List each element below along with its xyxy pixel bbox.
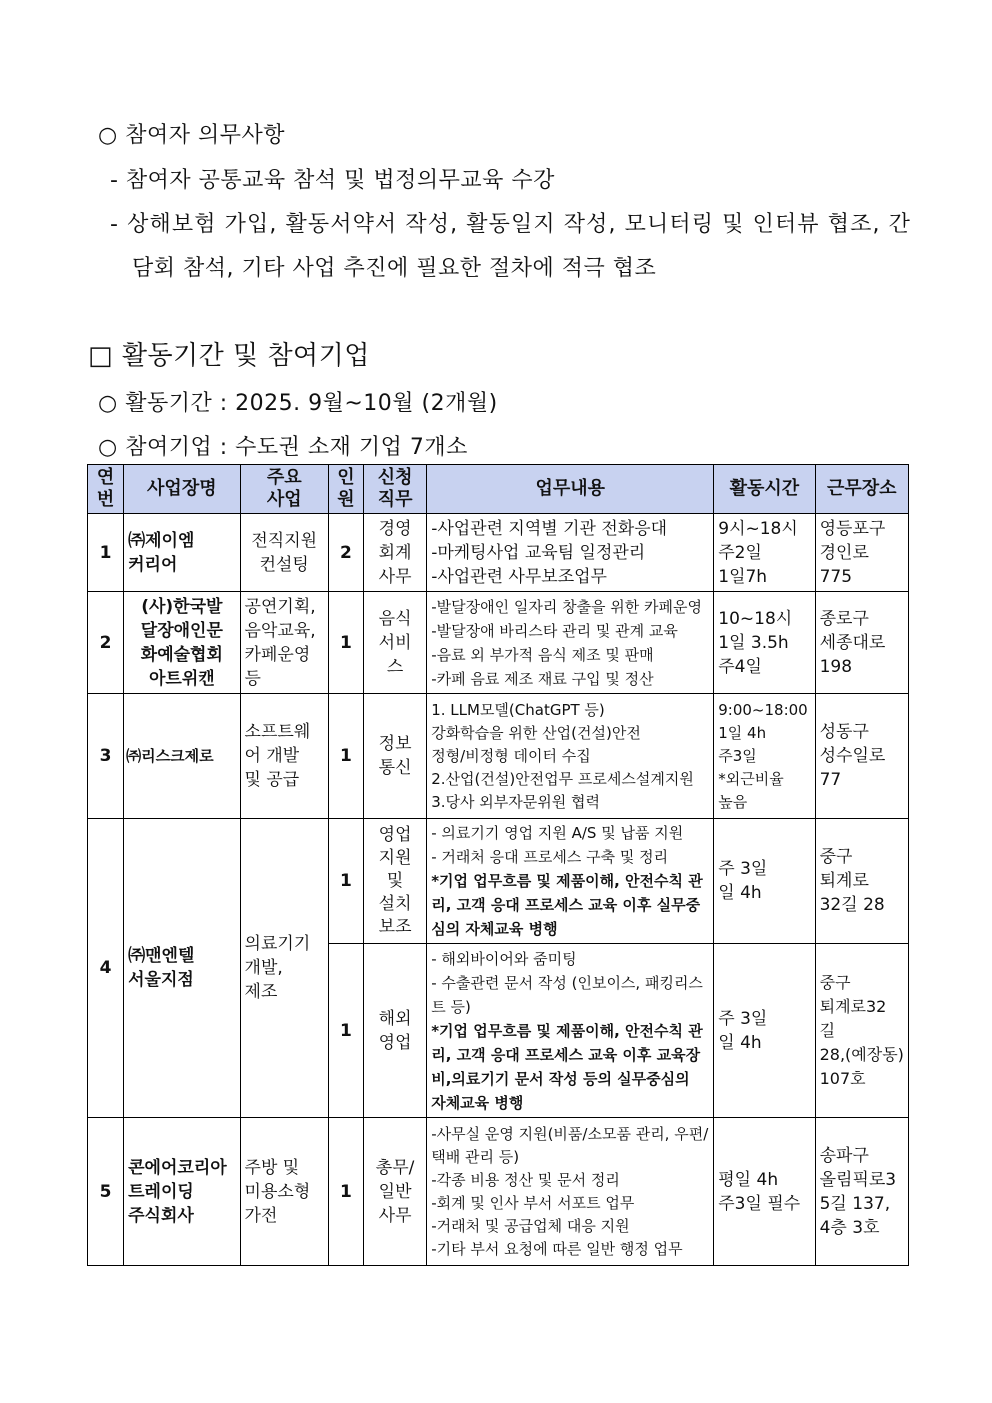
row-duty xyxy=(427,514,714,592)
obligation-item-1: - 참여자 공통교육 참석 및 법정의무교육 수강 xyxy=(110,168,555,193)
obligation-item-2-cont: 담회 참석, 기타 사업 추진에 필요한 절차에 적극 협조 xyxy=(132,256,657,281)
row-no: 4 xyxy=(88,819,124,1118)
table-row xyxy=(88,1118,909,1266)
obligation-item-2: - 상해보험 가입, 활동서약서 작성, 활동일지 작성, 모니터링 및 인터뷰 협조, 간 xyxy=(110,212,911,237)
duty-line: - 수출관련 문서 작성 (인보이스, 패킹리스트 등) xyxy=(431,973,703,1016)
row-business: 의료기기 개발, 제조 xyxy=(240,819,328,1118)
duty-line: 2.산업(건설)안전업무 프로세스설계지원 xyxy=(431,769,694,788)
row-name: (사)한국발 달장애인문 화예술협회 아트위캔 xyxy=(124,592,240,694)
duty-line: 3.당사 외부자문위원 협력 xyxy=(431,792,600,811)
header-count: 인 원 xyxy=(328,465,363,514)
row-job: 해외 영업 xyxy=(363,944,426,1118)
duty-line: -마케팅사업 교육팀 일정관리 xyxy=(431,542,646,563)
row-no: 2 xyxy=(88,592,124,694)
duty-line: - 해외바이어와 줌미팅 xyxy=(431,949,577,968)
row-business: 소프트웨 어 개발 및 공급 xyxy=(240,694,328,819)
row-hours: 10~18시 1일 3.5h 주4일 xyxy=(714,592,815,694)
duty-note: *기업 업무흐름 및 제품이해, 안전수칙 관리, 고객 응대 프로세스 교육 이후 교육장비,의료기기 문서 작성 등의 실무중심의 자체교육 병행 xyxy=(431,1021,703,1112)
table-row xyxy=(88,819,909,944)
row-no: 5 xyxy=(88,1118,124,1266)
company-table xyxy=(87,464,909,1266)
header-location: 근무장소 xyxy=(815,465,908,514)
row-hours: 9:00~18:00 1일 4h 주3일 *외근비율 높음 xyxy=(714,694,815,819)
duty-line: -발달장애인 일자리 창출을 위한 카페운영 xyxy=(431,597,703,616)
duty-line: -사업관련 사무보조업무 xyxy=(431,566,607,587)
row-no: 1 xyxy=(88,514,124,592)
duty-line: -카페 음료 제조 재료 구입 및 정산 xyxy=(431,669,654,688)
row-count: 1 xyxy=(328,592,363,694)
header-business: 주요 사업 xyxy=(240,465,328,514)
row-duty xyxy=(427,592,714,694)
activity-period: ○ 활동기간 : 2025. 9월~10월 (2개월) xyxy=(98,391,498,416)
header-no: 연 번 xyxy=(88,465,124,514)
row-job: 총무/ 일반 사무 xyxy=(363,1118,426,1266)
row-no: 3 xyxy=(88,694,124,819)
duty-line: - 거래처 응대 프로세스 구축 및 정리 xyxy=(431,848,669,866)
row-business: 전직지원 컨설팅 xyxy=(240,514,328,592)
row-job: 영업 지원 및 설치 보조 xyxy=(363,819,426,944)
row-job: 음식 서비 스 xyxy=(363,592,426,694)
row-location: 중구 퇴계로 32길 28 xyxy=(815,819,908,944)
row-job: 경영 회계 사무 xyxy=(363,514,426,592)
row-count: 1 xyxy=(328,819,363,944)
duty-line: -기타 부서 요청에 따른 일반 행정 업무 xyxy=(431,1239,683,1258)
row-count: 1 xyxy=(328,944,363,1118)
row-duty xyxy=(427,694,714,819)
duty-line: 강화학습을 위한 산업(건설)안전 xyxy=(431,723,641,742)
duty-note: *기업 업무흐름 및 제품이해, 안전수칙 관리, 고객 응대 프로세스 교육 이후 실무중심의 자체교육 병행 xyxy=(431,872,703,938)
table-row xyxy=(88,694,909,819)
row-job: 정보 통신 xyxy=(363,694,426,819)
section-heading: □ 활동기간 및 참여기업 xyxy=(88,341,370,371)
obligations-title: ○ 참여자 의무사항 xyxy=(98,123,285,148)
row-hours: 평일 4h 주3일 필수 xyxy=(714,1118,815,1266)
table-row xyxy=(88,514,909,592)
row-name: 콘에어코리아 트레이딩 주식회사 xyxy=(124,1118,240,1266)
row-count: 1 xyxy=(328,1118,363,1266)
row-location: 중구 퇴계로32 길 28,(예장동) 107호 xyxy=(815,944,908,1118)
row-name: ㈜리스크제로 xyxy=(124,694,240,819)
row-location: 송파구 올림픽로3 5길 137, 4층 3호 xyxy=(815,1118,908,1266)
row-name: ㈜맨엔텔 서울지점 xyxy=(124,819,240,1118)
row-business: 주방 및 미용소형 가전 xyxy=(240,1118,328,1266)
row-duty xyxy=(427,944,714,1118)
row-duty xyxy=(427,819,714,944)
row-hours: 9시~18시 주2일 1일7h xyxy=(714,514,815,592)
duty-line: -회계 및 인사 부서 서포트 업무 xyxy=(431,1193,635,1212)
participating-companies: ○ 참여기업 : 수도권 소재 기업 7개소 xyxy=(98,435,468,460)
duty-line: -사무실 운영 지원(비품/소모품 관리, 우편/택배 관리 등) xyxy=(431,1124,709,1166)
header-hours: 활동시간 xyxy=(714,465,815,514)
header-name: 사업장명 xyxy=(124,465,240,514)
duty-line: 1. LLM모델(ChatGPT 등) xyxy=(431,700,605,719)
duty-line: -각종 비용 정산 및 문서 정리 xyxy=(431,1170,620,1189)
row-business: 공연기획, 음악교육, 카페운영 등 xyxy=(240,592,328,694)
duty-line: - 의료기기 영업 지원 A/S 및 납품 지원 xyxy=(431,824,684,842)
row-count: 2 xyxy=(328,514,363,592)
header-duty: 업무내용 xyxy=(427,465,714,514)
duty-line: 정형/비정형 데이터 수집 xyxy=(431,746,591,765)
duty-line: -발달장애 바리스타 관리 및 관계 교육 xyxy=(431,621,678,640)
table-header-row xyxy=(88,465,909,514)
row-name: ㈜제이엠 커리어 xyxy=(124,514,240,592)
row-count: 1 xyxy=(328,694,363,819)
row-location: 영등포구 경인로 775 xyxy=(815,514,908,592)
row-location: 성동구 성수일로 77 xyxy=(815,694,908,819)
row-location: 종로구 세종대로 198 xyxy=(815,592,908,694)
row-duty xyxy=(427,1118,714,1266)
table-row xyxy=(88,592,909,694)
duty-line: -거래처 및 공급업체 대응 지원 xyxy=(431,1216,630,1235)
row-hours: 주 3일 일 4h xyxy=(714,944,815,1118)
duty-line: -음료 외 부가적 음식 제조 및 판매 xyxy=(431,645,654,664)
row-hours: 주 3일 일 4h xyxy=(714,819,815,944)
duty-line: -사업관련 지역별 기관 전화응대 xyxy=(431,518,668,539)
header-job: 신청 직무 xyxy=(363,465,426,514)
